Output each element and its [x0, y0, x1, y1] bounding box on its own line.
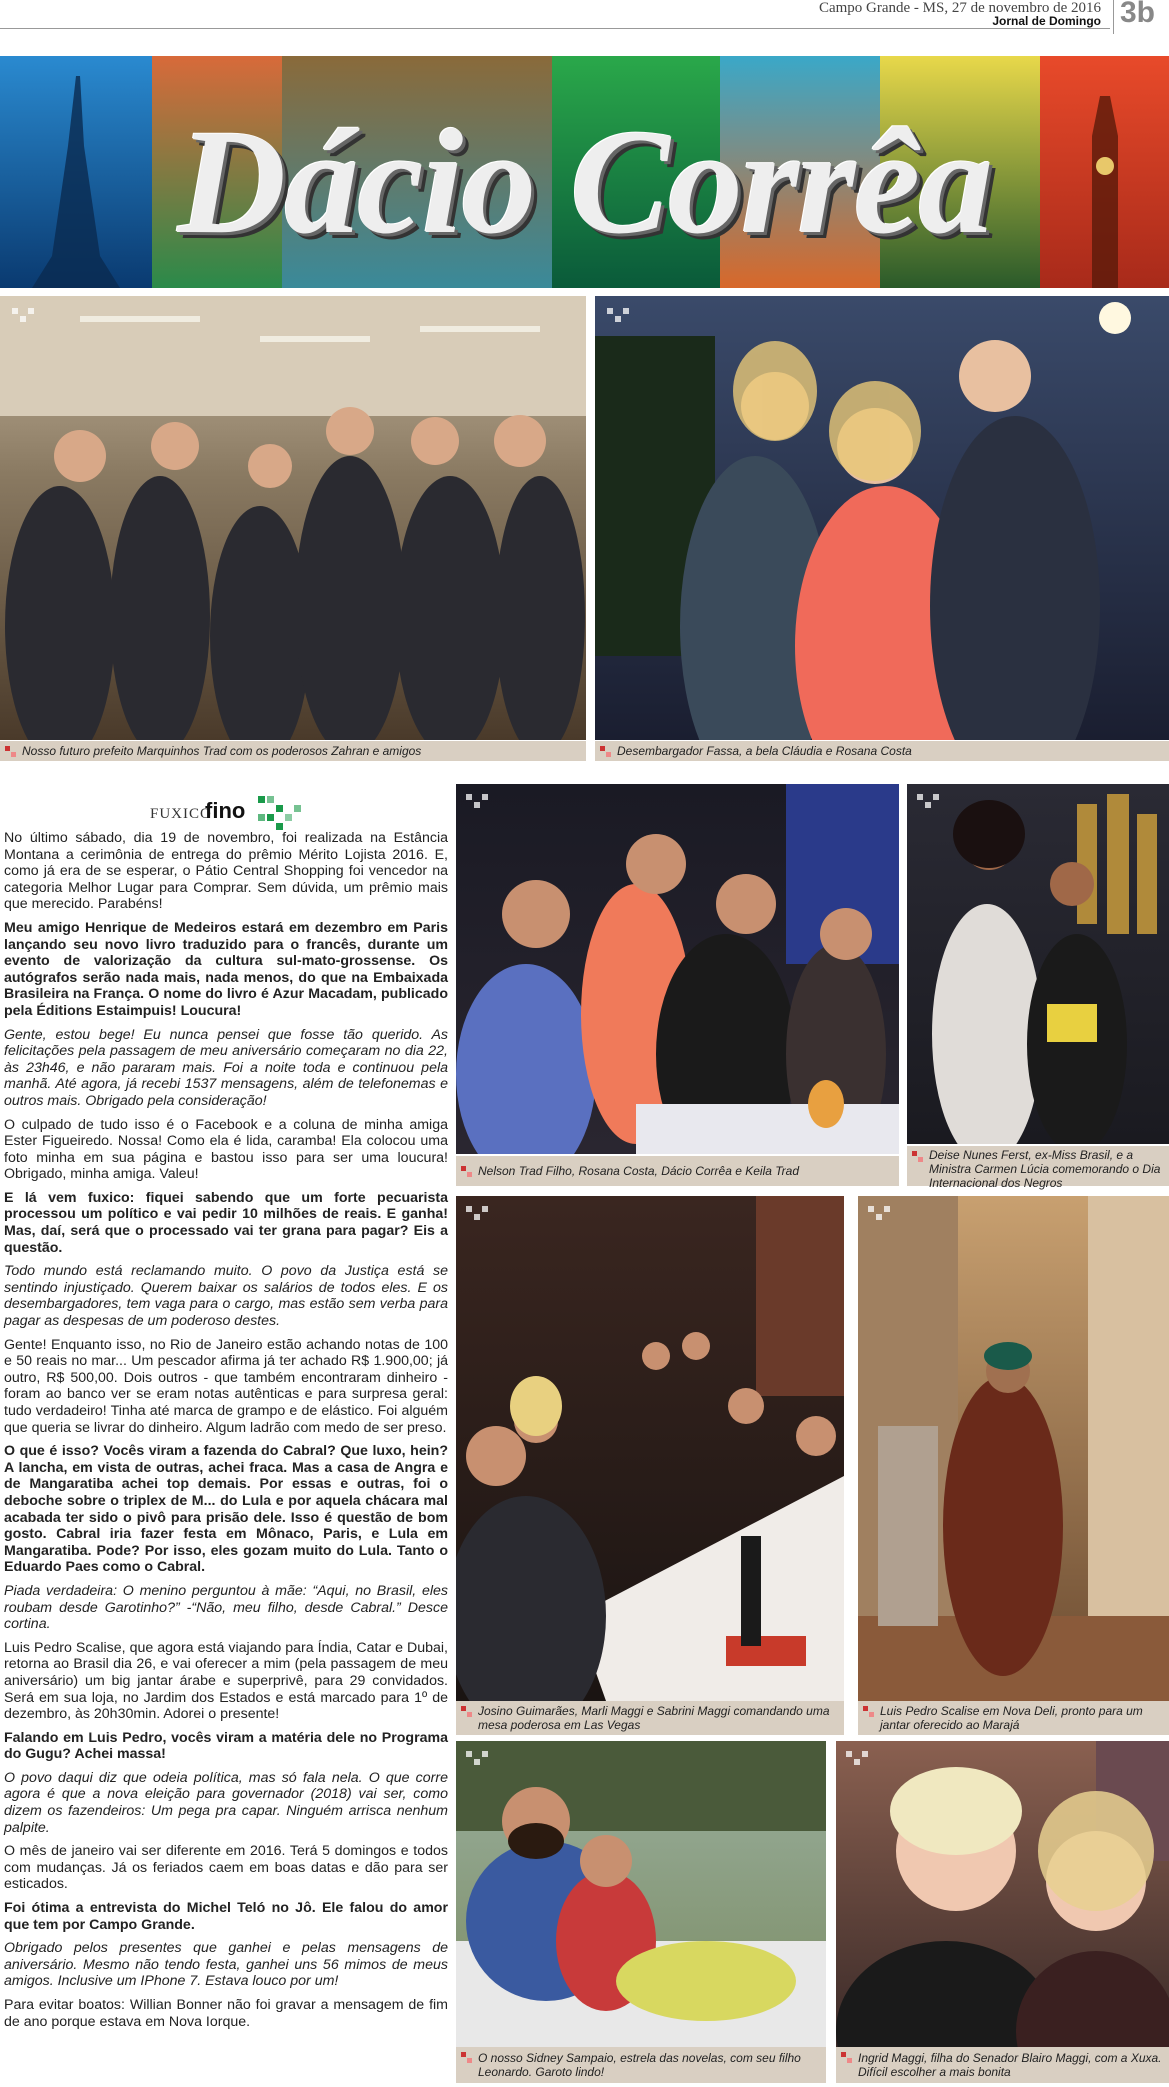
photo-dots-icon [917, 794, 941, 818]
caption-marker-icon [600, 746, 612, 758]
caption-text: Josino Guimarães, Marli Maggi e Sabrini Maggi comandando uma mesa poderosa em Las Vegas [478, 1704, 830, 1732]
photo-dots-icon [466, 794, 490, 818]
photo-sidney-sampaio [456, 1741, 826, 2047]
caption-marker-icon [461, 1166, 473, 1178]
column-paragraph: Gente! Enquanto isso, no Rio de Janeiro estão achando notas de 100 e 50 reais no mar... Um pescador afirma já ter achado R$ 1.900,00; já outro, R$ 500,00. Dois outros - que também encontraram dinheiro - foram ao banco ver se eram notas autênticas e para surpresa geral: tudo verdadeiro! Tinha até marca de grampo e de elástico. Foi alguém que queria se livrar do dinheiro. Algum ladrão com medo de ser preso. [4, 1336, 448, 1436]
banner-title: Dácio Corrêa [177, 99, 992, 265]
photo-caption [595, 741, 1169, 761]
logo-squares-icon [258, 796, 308, 830]
column-paragraph: Luis Pedro Scalise, que agora está viajando para Índia, Catar e Dubai, retorna ao Brasil dia 26, e vai oferecer a mim (pela passagem de meu aniversário) um big jantar árabe e superprivê, para 29 convidados. Será em sua loja, no Jardim dos Estados e está marcado para 1º de dezembro, às 20h30min. Adorei o presente! [4, 1639, 448, 1723]
logo-prefix: FUXICO [150, 806, 212, 822]
column-paragraph: Para evitar boatos: Willian Bonner não foi gravar a mensagem de fim de ano porque estava em Nova Iorque. [4, 1997, 448, 2030]
column-paragraph: O culpado de tudo isso é o Facebook e a coluna de minha amiga Ester Figueiredo. Nossa! Como ela é lida, caramba! Ela colocou uma foto minha em sua página e bastou isso para ser uma loucura! Obrigado, minha amiga. Valeu! [4, 1116, 448, 1183]
caption-text: Nosso futuro prefeito Marquinhos Trad com os poderosos Zahran e amigos [22, 744, 422, 758]
caption-marker-icon [461, 2052, 473, 2064]
photo-las-vegas-dinner [456, 1196, 844, 1701]
column-paragraph: Foi ótima a entrevista do Michel Teló no Jô. Ele falou do amor que tem por Campo Grande. [4, 1900, 448, 1933]
page-number: 3b [1120, 0, 1156, 29]
column-paragraph: Obrigado pelos presentes que ganhei e pelas mensagens de aniversário. Mesmo não tendo festa, ganhei uns 56 mimos de meus amigos. Inclusive um IPhone 7. Estava louco por um! [4, 1940, 448, 1990]
photo-desembargador-fassa [595, 296, 1169, 740]
caption-text: Nelson Trad Filho, Rosana Costa, Dácio Corrêa e Keila Trad [478, 1164, 800, 1178]
photo-caption [858, 1701, 1169, 1735]
photo-caption [456, 2047, 826, 2083]
photo-caption [456, 1156, 899, 1186]
photo-caption [0, 741, 586, 761]
photo-marquinhos-trad [0, 296, 586, 740]
column-paragraph: No último sábado, dia 19 de novembro, foi realizada na Estância Montana a cerimônia de entrega do prêmio Mérito Lojista 2016. E, como já era de se esperar, o Pátio Central Shopping foi vencedor na categoria Melhor Lugar para Comprar. Sem dúvida, um prêmio mais que merecido. Parabéns! [4, 830, 448, 913]
photo-dots-icon [466, 1206, 490, 1230]
photo-dots-icon [846, 1751, 870, 1775]
photo-luis-pedro-scalise [858, 1196, 1169, 1701]
caption-text: Desembargador Fassa, a bela Cláudia e Rosana Costa [617, 744, 912, 758]
caption-text: O nosso Sidney Sampaio, estrela das novelas, com seu filho Leonardo. Garoto lindo! [478, 2051, 801, 2079]
caption-text: Deise Nunes Ferst, ex-Miss Brasil, e a Ministra Carmen Lúcia comemorando o Dia Internacional dos Negros [929, 1148, 1161, 1190]
photo-dots-icon [607, 308, 631, 332]
column-paragraph: O mês de janeiro vai ser diferente em 2016. Terá 5 domingos e todos com mudanças. Já os feriados caem em boas datas e dão para ser esticados. [4, 1843, 448, 1893]
photo-ingrid-maggi-xuxa [836, 1741, 1169, 2047]
photo-caption [836, 2047, 1169, 2083]
column-banner [0, 56, 1169, 288]
caption-marker-icon [841, 2052, 853, 2064]
caption-text: Ingrid Maggi, filha do Senador Blairo Maggi, com a Xuxa. Difícil escolher a mais bonita [858, 2051, 1162, 2079]
logo-word: fino [205, 798, 246, 823]
caption-marker-icon [461, 1706, 473, 1718]
caption-marker-icon [912, 1151, 924, 1163]
newspaper-name: Jornal de Domingo [992, 14, 1101, 28]
column-paragraph: Falando em Luis Pedro, vocês viram a matéria dele no Programa do Gugu? Achei massa! [4, 1729, 448, 1763]
column-paragraph: O que é isso? Vocês viram a fazenda do Cabral? Que luxo, hein? A lancha, em vista de outras, achei fraca. Mas a casa de Angra e de Mangaratiba achei top demais. Por essas e outras, foi o deboche sobre o triplex de M... do Lula e por aquela chácara mal acabada ter sido o pivô para prisão dele. Isso é questão de bom gosto. Cabral iria fazer festa em Mônaco, Paris, e Lula em Mangaratiba. Pode? Por isso, eles gozam muito do Lula. Tanto o Eduardo Paes como o Cabral. [4, 1443, 448, 1576]
photo-dots-icon [868, 1206, 892, 1230]
caption-text: Luis Pedro Scalise em Nova Deli, pronto para um jantar oferecido ao Marajá [880, 1704, 1143, 1732]
column-paragraph: Gente, estou bege! Eu nunca pensei que fosse tão querido. As felicitações pela passagem de meu aniversário começaram no dia 22, às 23h46, e não pararam mais. Foi a noite toda e continuou pela manhã. Até agora, já recebi 1537 mensagens, além de telefonemas e outros mais. Obrigado pela consideração! [4, 1026, 448, 1109]
photo-deise-nunes [907, 784, 1169, 1144]
column-text [4, 830, 448, 2037]
photo-caption [456, 1701, 844, 1735]
column-paragraph: E lá vem fuxico: fiquei sabendo que um forte pecuarista processou um político e vai pedir 10 milhões de reais. E ganha! Mas, daí, será que o processado vai ter grana para pagar? Eis a questão. [4, 1189, 448, 1256]
column-paragraph: Meu amigo Henrique de Medeiros estará em dezembro em Paris lançando seu novo livro traduzido para o francês, durante um evento de valorização da cultura sul-mato-grossense. Os autógrafos serão nada mais, nada menos, do que na Embaixada Brasileira na França. O nome do livro é Azur Macadam, publicado pela Éditions Estaimpuis! Loucura! [4, 919, 448, 1019]
column-paragraph: O povo daqui diz que odeia política, mas só fala nela. O que corre agora é que a nova eleição para governador (2018) vai ser, como dizem os fazendeiros: Um pega pra capar. Ninguém arrisca nenhum palpite. [4, 1769, 448, 1836]
photo-dots-icon [466, 1751, 490, 1775]
photo-caption [907, 1146, 1169, 1190]
column-paragraph: Todo mundo está reclamando muito. O povo da Justiça está se sentindo injustiçado. Querem baixar os salários de todos eles. E os desembargadores, tem vaga para o cargo, mas estão sem verba para pagar as despesas de um poderoso destes. [4, 1263, 448, 1330]
caption-marker-icon [863, 1706, 875, 1718]
column-paragraph: Piada verdadeira: O menino perguntou à mãe: “Aqui, no Brasil, eles roubam desde Garotinho?” -“Não, meu filho, desde Cabral.” Desce cortina. [4, 1582, 448, 1633]
photo-nelson-trad [456, 784, 899, 1154]
caption-marker-icon [5, 746, 17, 758]
photo-dots-icon [12, 308, 36, 332]
header-rule [0, 28, 1110, 29]
dateline: Campo Grande - MS, 27 de novembro de 2016 [818, 0, 1101, 16]
header-separator [1113, 0, 1114, 34]
